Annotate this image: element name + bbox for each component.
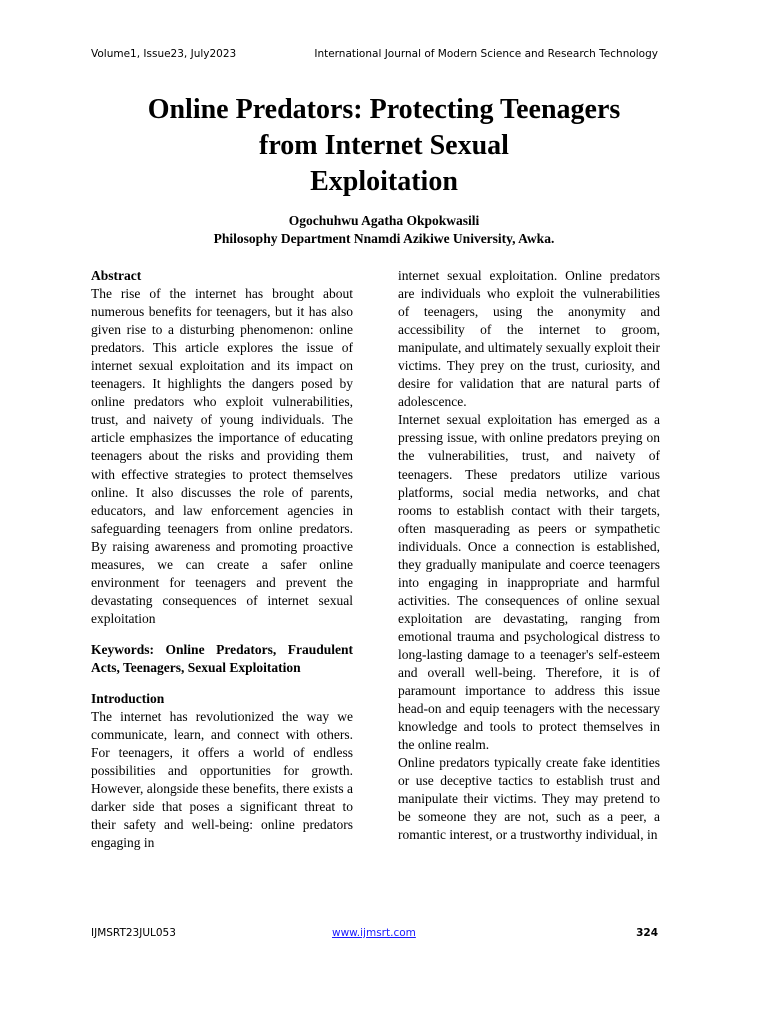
body-paragraph-2: Internet sexual exploitation has emerged as a pressing issue, with online predators preying on the vulnerabilities, trust, and naivety of teenagers. These predators utilize various platforms, social media networks, and chat rooms to establish contact with their targets, often masquerading as peers or sympathetic individuals. Once a connection is established, they gradually manipulate and coerce teenagers into engaging in inappropriate and harmful activities. The consequences of online sexual exploitation are devastating, ranging from emotional trauma and psychological distress to long-lasting damage to a teenager's self-esteem and overall well-being. Therefore, it is of paramount importance to address this issue head-on and equip teenagers with the necessary knowledge and tools to protect themselves in the online realm. [398,412,660,753]
author-affiliation: Philosophy Department Nnamdi Azikiwe University, Awka. [213,231,555,246]
running-header [91,48,658,60]
journal-name: International Journal of Modern Science and Research Technology [314,48,658,60]
journal-url-link[interactable]: www.ijmsrt.com [332,927,416,939]
title-line-3: Exploitation [310,166,458,197]
title-line-2: from Internet Sexual [259,130,509,161]
paper-title [60,92,708,200]
page-number: 324 [636,927,658,939]
paper-id: IJMSRT23JUL053 [91,927,176,939]
abstract-heading: Abstract [91,268,142,283]
keywords-text: Online Predators, Fraudulent Acts, Teenagers, Sexual Exploitation [91,641,353,675]
author-block [40,212,728,248]
author-name: Ogochuhwu Agatha Okpokwasili [288,213,480,228]
introduction-paragraph: The internet has revolutionized the way we communicate, learn, and connect with others. For teenagers, it offers a world of endless possibilities and opportunities for growth. However, alongside these benefits, there exists a darker side that poses a significant threat to their safety and well-being: online predators engaging in [91,709,353,851]
right-column [398,267,660,845]
title-line-1: Online Predators: Protecting Teenagers [147,94,621,125]
abstract-text: The rise of the internet has brought about numerous benefits for teenagers, but it has also given rise to a disturbing phenomenon: online predators. This article explores the issue of internet sexual exploitation and its impact on teenagers. It highlights the dangers posed by online predators who exploit vulnerabilities, trust, and naivety of young individuals. The article emphasizes the importance of educating teenagers about the risks and providing them with effective strategies to protect themselves online. It also discusses the role of parents, educators, and law enforcement agencies in safeguarding teenagers from online predators. By raising awareness and promoting proactive measures, we can create a safer online environment for teenagers and prevent the devastating consequences of internet sexual exploitation [91,286,353,626]
keywords-label: Keywords: [91,641,154,657]
introduction-heading: Introduction [91,691,165,707]
keywords [91,641,353,677]
running-footer [91,927,658,939]
left-column [91,267,353,852]
volume-issue: Volume1, Issue23, July2023 [91,48,237,60]
body-paragraph-1: internet sexual exploitation. Online predators are individuals who exploit the vulnerabilities of teenagers, using the anonymity and accessibility of the internet to groom, manipulate, and ultimately sexually exploit their victims. They prey on the trust, curiosity, and desire for validation that are natural parts of adolescence. [398,268,660,410]
body-paragraph-3: Online predators typically create fake identities or use deceptive tactics to establish trust and manipulate their victims. They may pretend to be someone they are not, such as a peer, a romantic interest, or a trustworthy individual, in [398,755,660,843]
